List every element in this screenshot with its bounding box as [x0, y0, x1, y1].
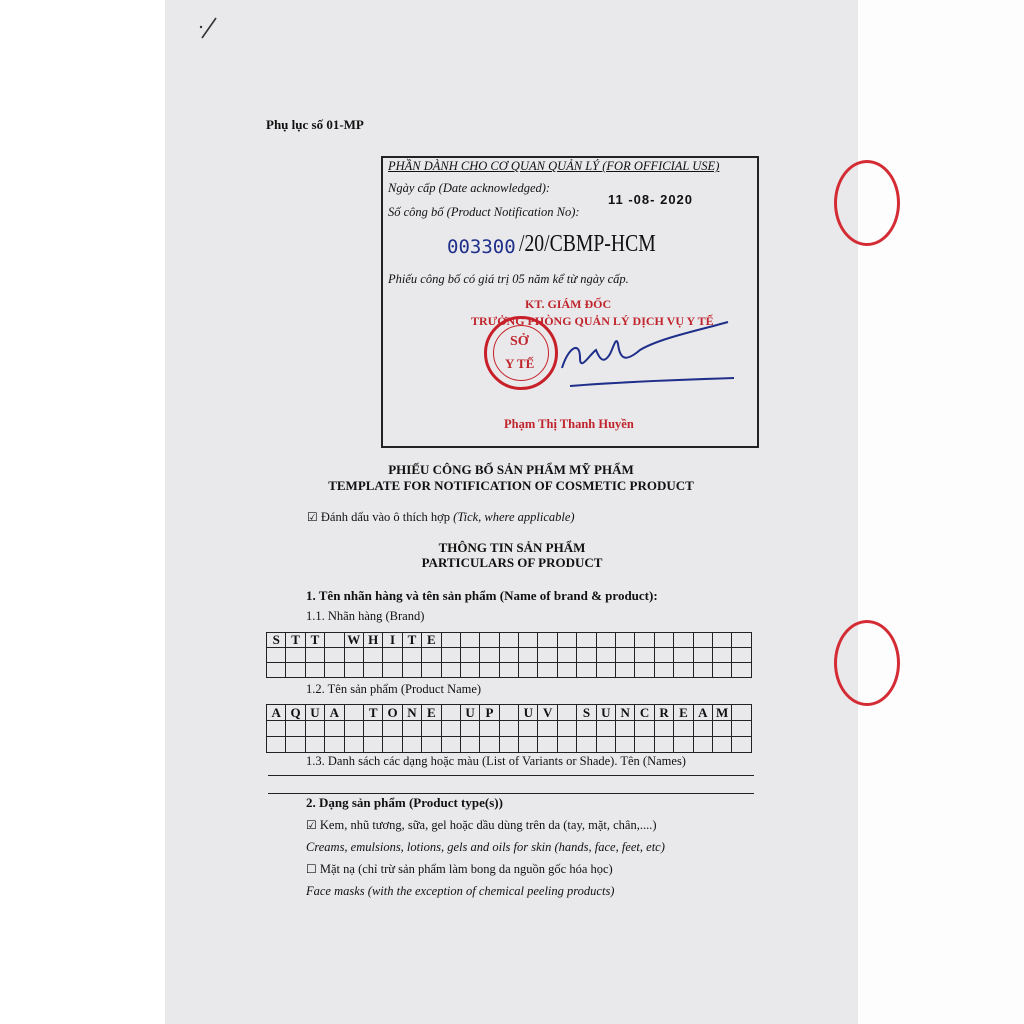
- product-cell: [442, 737, 461, 753]
- brand-cell: W: [345, 633, 364, 648]
- brand-cell: [538, 633, 557, 648]
- brand-cell: T: [306, 633, 325, 648]
- brand-cell: [286, 648, 305, 663]
- product-cell: [694, 721, 713, 737]
- title-block: [0, 462, 1023, 494]
- brand-cell: [442, 648, 461, 663]
- product-cell: [480, 721, 499, 737]
- product-cell: A: [325, 705, 344, 721]
- notification-number-suffix: /20/CBMP-HCM: [519, 231, 656, 257]
- product-cell: U: [461, 705, 480, 721]
- brand-cell: [403, 648, 422, 663]
- title-en: TEMPLATE FOR NOTIFICATION OF COSMETIC PRODUCT: [328, 478, 694, 493]
- product-cell: [383, 721, 402, 737]
- title-vi: PHIẾU CÔNG BỐ SẢN PHẨM MỸ PHẨM: [388, 462, 634, 477]
- particulars-en: PARTICULARS OF PRODUCT: [421, 555, 603, 570]
- product-cell: [577, 721, 596, 737]
- product-cell: R: [655, 705, 674, 721]
- option-creams-vi: Kem, nhũ tương, sữa, gel hoặc dầu dùng trên da (tay, mặt, chân,....): [319, 818, 657, 832]
- brand-cell: [364, 663, 383, 678]
- product-cell: N: [403, 705, 422, 721]
- product-cell: U: [597, 705, 616, 721]
- product-cell: [538, 737, 557, 753]
- product-cell: [306, 721, 325, 737]
- product-cell: [655, 737, 674, 753]
- brand-cell: [383, 663, 402, 678]
- product-cell: [597, 737, 616, 753]
- product-label: 1.2. Tên sản phẩm (Product Name): [306, 682, 482, 696]
- brand-cell: [674, 648, 693, 663]
- product-cell: [538, 721, 557, 737]
- brand-cell: [383, 648, 402, 663]
- brand-cell: [345, 648, 364, 663]
- brand-cell: I: [383, 633, 402, 648]
- product-cell: [635, 737, 654, 753]
- brand-cell: [422, 663, 441, 678]
- product-grid: [266, 704, 752, 753]
- product-cell: [616, 737, 635, 753]
- product-cell: E: [674, 705, 693, 721]
- product-cell: [267, 721, 286, 737]
- product-cell: [713, 721, 732, 737]
- brand-cell: H: [364, 633, 383, 648]
- product-cell: [345, 705, 364, 721]
- product-cell: O: [383, 705, 402, 721]
- product-cell: [461, 721, 480, 737]
- product-cell: [500, 705, 519, 721]
- product-cell: [519, 737, 538, 753]
- tick-note-en: (Tick, where applicable): [453, 510, 575, 524]
- product-cell: [674, 737, 693, 753]
- unchecked-box-icon: ☐: [306, 862, 317, 876]
- brand-cell: [519, 663, 538, 678]
- product-cell: M: [713, 705, 732, 721]
- brand-cell: [442, 663, 461, 678]
- brand-cell: [480, 648, 499, 663]
- signer-title-1: KT. GIÁM ĐỐC: [525, 297, 612, 311]
- brand-cell: [364, 648, 383, 663]
- product-cell: U: [306, 705, 325, 721]
- product-cell: T: [364, 705, 383, 721]
- product-cell: [635, 721, 654, 737]
- option-creams: [306, 818, 657, 833]
- brand-cell: [558, 633, 577, 648]
- brand-cell: [635, 648, 654, 663]
- product-cell: [732, 705, 751, 721]
- brand-cell: [325, 663, 344, 678]
- brand-cell: [616, 648, 635, 663]
- product-cell: [732, 721, 751, 737]
- product-cell: [442, 705, 461, 721]
- product-cell: [558, 721, 577, 737]
- product-cell: [616, 721, 635, 737]
- variants-line-1: [268, 775, 754, 776]
- pen-mark: [198, 14, 222, 40]
- brand-cell: [674, 633, 693, 648]
- annex-label: Phụ lục số 01-MP: [266, 117, 364, 132]
- brand-cell: [461, 648, 480, 663]
- brand-cell: [616, 633, 635, 648]
- brand-label: 1.1. Nhãn hàng (Brand): [306, 609, 425, 623]
- product-cell: [403, 721, 422, 737]
- product-cell: A: [694, 705, 713, 721]
- number-label: Số công bố (Product Notification No):: [388, 205, 580, 219]
- brand-cell: T: [286, 633, 305, 648]
- section2-heading: 2. Dạng sản phẩm (Product type(s)): [306, 795, 503, 810]
- brand-cell: [655, 663, 674, 678]
- product-cell: [500, 737, 519, 753]
- product-cell: [558, 737, 577, 753]
- brand-cell: [558, 648, 577, 663]
- brand-cell: [713, 648, 732, 663]
- product-cell: [345, 721, 364, 737]
- brand-cell: [635, 663, 654, 678]
- partial-stamp-top: [834, 160, 900, 246]
- signature: [550, 320, 740, 400]
- tick-note-vi: Đánh dấu vào ô thích hợp: [320, 510, 451, 524]
- signer-name: Phạm Thị Thanh Huyền: [504, 417, 634, 431]
- product-cell: [577, 737, 596, 753]
- brand-cell: [325, 633, 344, 648]
- brand-cell: [616, 663, 635, 678]
- product-cell: V: [538, 705, 557, 721]
- brand-cell: [538, 663, 557, 678]
- option-creams-en: Creams, emulsions, lotions, gels and oils for skin (hands, face, feet, etc): [306, 840, 665, 854]
- option-masks: [306, 862, 613, 877]
- product-cell: [422, 737, 441, 753]
- brand-cell: [577, 633, 596, 648]
- notification-number-handwritten: 003300: [447, 236, 516, 258]
- product-cell: [694, 737, 713, 753]
- brand-cell: [655, 648, 674, 663]
- brand-cell: [345, 663, 364, 678]
- product-cell: [286, 721, 305, 737]
- product-cell: [558, 705, 577, 721]
- brand-cell: [635, 633, 654, 648]
- product-cell: [345, 737, 364, 753]
- official-heading: PHẦN DÀNH CHO CƠ QUAN QUẢN LÝ (FOR OFFICIAL USE): [388, 159, 720, 173]
- brand-cell: E: [422, 633, 441, 648]
- brand-cell: [674, 663, 693, 678]
- seal-text-2: Y TẾ: [505, 356, 535, 371]
- brand-cell: [597, 663, 616, 678]
- partial-stamp-bottom: [834, 620, 900, 706]
- brand-cell: [577, 663, 596, 678]
- signer-title-2: TRƯỞNG PHÒNG QUẢN LÝ DỊCH VỤ Y TẾ: [471, 314, 714, 328]
- product-cell: [442, 721, 461, 737]
- brand-cell: [732, 633, 751, 648]
- product-cell: E: [422, 705, 441, 721]
- variants-line-2: [268, 793, 754, 794]
- product-cell: [325, 737, 344, 753]
- brand-cell: [500, 633, 519, 648]
- product-cell: C: [635, 705, 654, 721]
- brand-cell: [480, 633, 499, 648]
- variants-label: 1.3. Danh sách các dạng hoặc màu (List of Variants or Shade). Tên (Names): [306, 754, 686, 768]
- product-cell: [597, 721, 616, 737]
- product-cell: [655, 721, 674, 737]
- product-cell: Q: [286, 705, 305, 721]
- product-cell: A: [267, 705, 286, 721]
- validity-text: Phiếu công bố có giá trị 05 năm kể từ ngày cấp.: [388, 272, 629, 286]
- option-masks-vi: Mặt nạ (chỉ trừ sản phẩm làm bong da nguồn gốc hóa học): [319, 862, 613, 876]
- product-cell: N: [616, 705, 635, 721]
- official-seal: [484, 316, 558, 390]
- product-cell: [519, 721, 538, 737]
- brand-cell: [519, 648, 538, 663]
- checked-box-icon: ☑: [307, 510, 318, 524]
- brand-cell: [442, 633, 461, 648]
- brand-cell: [694, 663, 713, 678]
- product-cell: [461, 737, 480, 753]
- brand-cell: [480, 663, 499, 678]
- brand-cell: [267, 663, 286, 678]
- seal-text-1: SỞ: [510, 334, 529, 349]
- brand-cell: [558, 663, 577, 678]
- product-cell: S: [577, 705, 596, 721]
- product-cell: U: [519, 705, 538, 721]
- product-cell: [267, 737, 286, 753]
- product-cell: P: [480, 705, 499, 721]
- brand-cell: [597, 633, 616, 648]
- brand-cell: [694, 633, 713, 648]
- checked-box-icon: ☑: [306, 818, 317, 832]
- brand-cell: [732, 663, 751, 678]
- brand-cell: [694, 648, 713, 663]
- brand-cell: [519, 633, 538, 648]
- brand-cell: [713, 663, 732, 678]
- brand-cell: [267, 648, 286, 663]
- brand-cell: [577, 648, 596, 663]
- option-masks-en: Face masks (with the exception of chemical peeling products): [306, 884, 615, 898]
- product-cell: [732, 737, 751, 753]
- brand-cell: [500, 663, 519, 678]
- brand-cell: [732, 648, 751, 663]
- date-value: 11 -08- 2020: [608, 192, 694, 207]
- product-cell: [383, 737, 402, 753]
- tick-note: [307, 510, 575, 525]
- product-cell: [713, 737, 732, 753]
- brand-cell: T: [403, 633, 422, 648]
- background-edge: [858, 0, 1024, 1024]
- brand-cell: [500, 648, 519, 663]
- brand-cell: [306, 663, 325, 678]
- product-cell: [306, 737, 325, 753]
- brand-cell: S: [267, 633, 286, 648]
- product-cell: [286, 737, 305, 753]
- brand-cell: [403, 663, 422, 678]
- date-label: Ngày cấp (Date acknowledged):: [388, 181, 551, 195]
- brand-cell: [325, 648, 344, 663]
- product-cell: [364, 737, 383, 753]
- section1-heading: 1. Tên nhãn hàng và tên sản phẩm (Name of brand & product):: [306, 588, 658, 603]
- brand-cell: [286, 663, 305, 678]
- brand-cell: [461, 663, 480, 678]
- particulars-vi: THÔNG TIN SẢN PHẨM: [438, 540, 586, 555]
- brand-cell: [461, 633, 480, 648]
- product-cell: [480, 737, 499, 753]
- brand-cell: [538, 648, 557, 663]
- brand-cell: [422, 648, 441, 663]
- product-cell: [422, 721, 441, 737]
- brand-cell: [655, 633, 674, 648]
- brand-grid: [266, 632, 752, 678]
- brand-cell: [597, 648, 616, 663]
- brand-cell: [713, 633, 732, 648]
- product-cell: [674, 721, 693, 737]
- product-cell: [325, 721, 344, 737]
- product-cell: [403, 737, 422, 753]
- brand-cell: [306, 648, 325, 663]
- product-cell: [500, 721, 519, 737]
- product-cell: [364, 721, 383, 737]
